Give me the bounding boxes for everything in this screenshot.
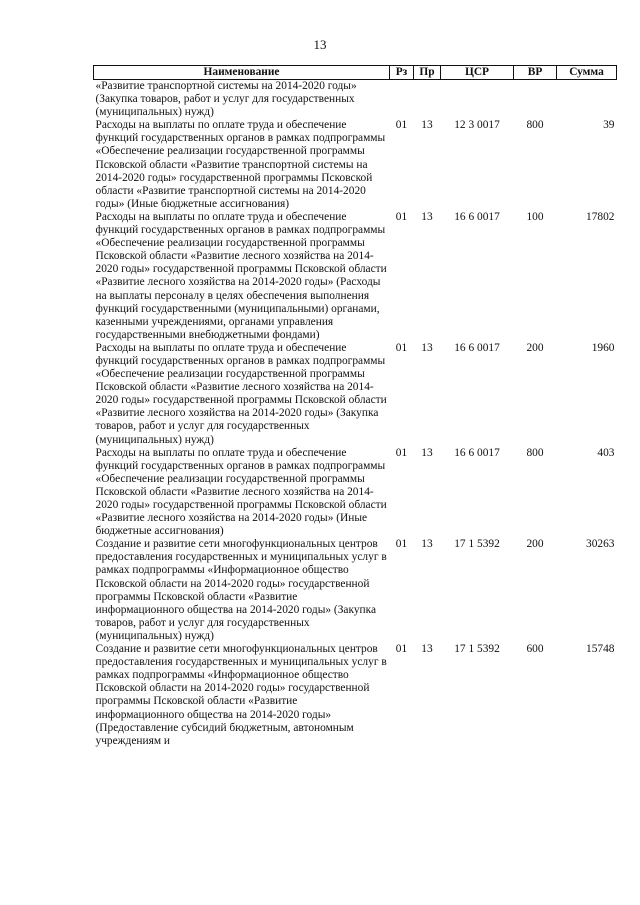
header-csr: ЦСР <box>441 66 514 80</box>
row-sum: 1960 <box>591 341 615 354</box>
row-name: Создание и развитие сети многофункциональных центров предоставления государственных и муниципальных услуг в рамках подпрограммы «Информационное общество Псковской области на 2014-2020 годы» государственной программы Псковской области «Развитие информационного общества на 2014-2020 годы» (Предоставление субсидий бюджетным, автономным учреждениям и <box>95 643 387 747</box>
row-vr: 200 <box>526 341 544 354</box>
row-csr: 12 3 0017 <box>454 119 500 132</box>
row-pr: 13 <box>421 341 433 354</box>
row-sum <box>557 80 617 120</box>
row-csr: 16 6 0017 <box>454 341 500 354</box>
row-vr: 800 <box>526 119 544 132</box>
row-pr: 13 <box>421 119 433 132</box>
row-pr <box>414 80 441 120</box>
table-row <box>94 342 617 447</box>
header-rz: Рз <box>390 66 414 80</box>
table-row <box>94 119 617 211</box>
row-csr: 17 1 5392 <box>454 538 500 551</box>
row-name: Расходы на выплаты по оплате труда и обеспечение функций государственных органов в рамках подпрограммы «Обеспечение реализации государственной программы Псковской области «Развитие лесного хозяйства на 2014-2020 годы» государственной программы Псковской области «Развитие лесного хозяйства на 2014-2020 годы» (Иные бюджетные ассигнования) <box>95 446 387 538</box>
row-pr: 13 <box>421 643 433 656</box>
row-rz: 01 <box>395 210 408 223</box>
row-sum: 15748 <box>586 643 615 656</box>
row-pr: 13 <box>421 210 433 223</box>
row-sum: 403 <box>597 446 615 459</box>
table-header-row <box>94 66 617 80</box>
budget-table <box>93 65 617 748</box>
row-vr <box>514 80 557 120</box>
row-rz: 01 <box>395 643 408 656</box>
row-sum: 39 <box>603 119 615 132</box>
table-row <box>94 211 617 342</box>
row-sum: 17802 <box>586 210 615 223</box>
row-csr: 16 6 0017 <box>454 446 500 459</box>
row-name: Создание и развитие сети многофункциональных центров предоставления государственных и муниципальных услуг в рамках подпрограммы «Информационное общество Псковской области на 2014-2020 годы» государственной программы Псковской области «Развитие информационного общества на 2014-2020 годы» (Закупка товаров, работ и услуг для государственных (муниципальных) нужд) <box>95 538 387 642</box>
row-pr: 13 <box>421 538 433 551</box>
row-vr: 200 <box>526 538 544 551</box>
row-csr <box>441 80 514 120</box>
row-name: Расходы на выплаты по оплате труда и обеспечение функций государственных органов в рамках подпрограммы «Обеспечение реализации государственной программы Псковской области «Развитие лесного хозяйства на 2014-2020 годы» государственной программы Псковской области «Развитие лесного хозяйства на 2014-2020 годы» (Расходы на выплаты персоналу в целях обеспечения выполнения функций государственными (муниципальными) органами, казенными учреждениями, органами управления государственными внебюджетными фондами) <box>95 210 387 341</box>
header-vr: ВР <box>514 66 557 80</box>
row-vr: 100 <box>526 210 544 223</box>
row-rz: 01 <box>395 446 408 459</box>
row-name: «Развитие транспортной системы на 2014-2020 годы» (Закупка товаров, работ и услуг для государственных (муниципальных) нужд) <box>95 80 357 119</box>
table-row <box>94 538 617 643</box>
row-rz <box>390 80 414 120</box>
header-sum: Сумма <box>557 66 617 80</box>
table-row <box>94 447 617 539</box>
header-pr: Пр <box>414 66 441 80</box>
row-rz: 01 <box>395 119 408 132</box>
table-row <box>94 80 617 120</box>
row-pr: 13 <box>421 446 433 459</box>
row-vr: 800 <box>526 446 544 459</box>
row-name: Расходы на выплаты по оплате труда и обеспечение функций государственных органов в рамках подпрограммы «Обеспечение реализации государственной программы Псковской области «Развитие лесного хозяйства на 2014-2020 годы» государственной программы Псковской области «Развитие лесного хозяйства на 2014-2020 годы» (Закупка товаров, работ и услуг для государственных (муниципальных) нужд) <box>95 341 387 446</box>
header-name: Наименование <box>94 66 390 80</box>
row-csr: 17 1 5392 <box>454 643 500 656</box>
table-row <box>94 643 617 748</box>
row-rz: 01 <box>395 538 408 551</box>
row-sum: 30263 <box>586 538 615 551</box>
row-vr: 600 <box>526 643 544 656</box>
row-name: Расходы на выплаты по оплате труда и обеспечение функций государственных органов в рамках подпрограммы «Обеспечение реализации государственной программы Псковской области «Развитие транспортной системы на 2014-2020 годы» государственной программы Псковской области «Развитие транспортной системы на 2014-2020 годы» (Иные бюджетные ассигнования) <box>95 119 386 210</box>
row-csr: 16 6 0017 <box>454 210 500 223</box>
page-number: 13 <box>313 37 327 52</box>
row-rz: 01 <box>395 341 408 354</box>
